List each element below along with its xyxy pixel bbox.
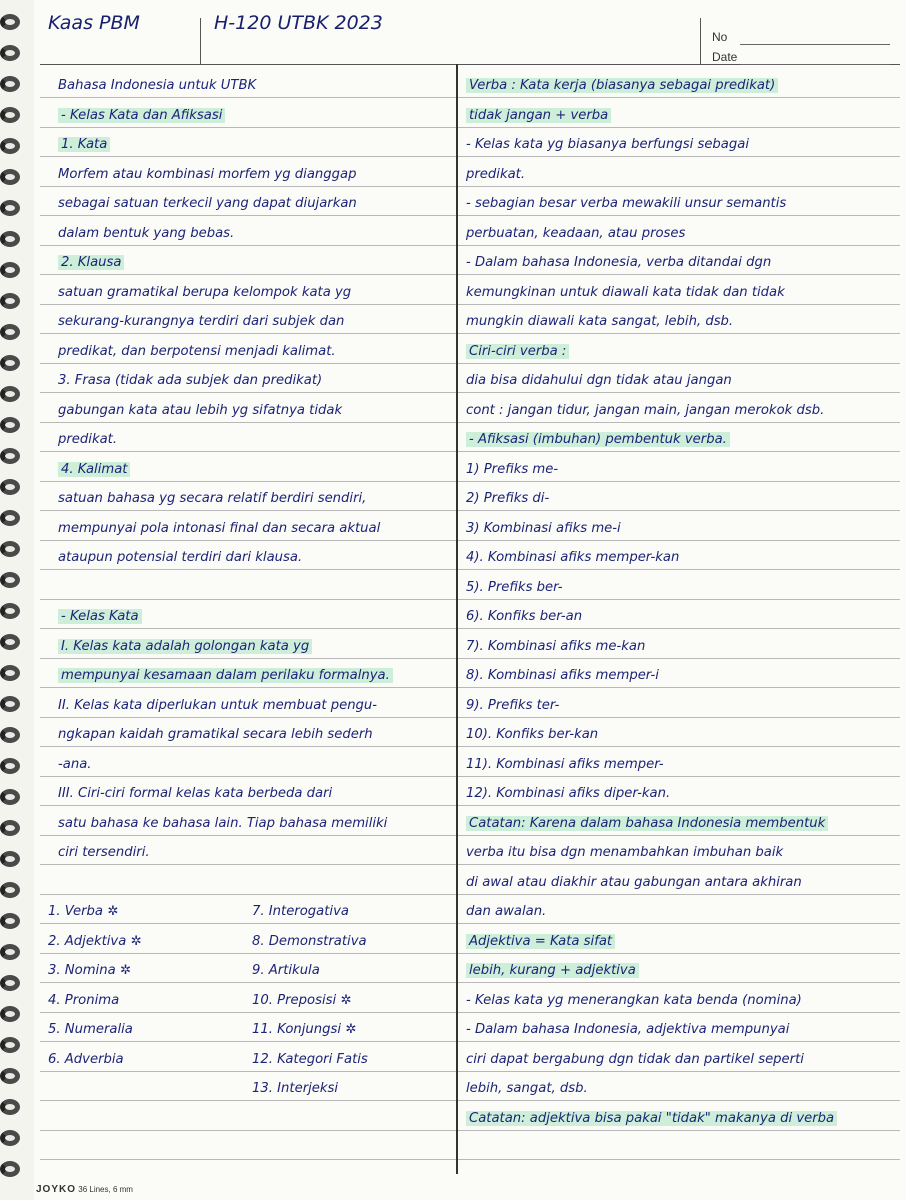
left-note-line bbox=[58, 639, 312, 655]
note-text: 1. Kata bbox=[58, 137, 110, 152]
note-text: ataupun potensial terdiri dari klausa. bbox=[58, 550, 303, 565]
left-note-line bbox=[58, 698, 377, 714]
page-header bbox=[40, 18, 900, 65]
ruled-line bbox=[40, 687, 900, 688]
ruled-line bbox=[40, 1012, 900, 1013]
ruled-line bbox=[40, 894, 900, 895]
note-text: perbuatan, keadaan, atau proses bbox=[466, 226, 686, 241]
right-note-line bbox=[466, 786, 670, 802]
left-note-line bbox=[58, 521, 380, 537]
left-note-line bbox=[58, 255, 124, 271]
spiral-ring bbox=[0, 510, 20, 526]
spiral-ring bbox=[0, 851, 20, 867]
left-note-line bbox=[58, 344, 336, 360]
note-text: cont : jangan tidur, jangan main, jangan merokok dsb. bbox=[466, 403, 825, 418]
ruled-line bbox=[40, 245, 900, 246]
note-text: tidak jangan + verba bbox=[466, 108, 611, 123]
note-text: 2. Klausa bbox=[58, 255, 124, 270]
note-text: Verba : Kata kerja (biasanya sebagai predikat) bbox=[466, 78, 778, 93]
spiral-ring bbox=[0, 634, 20, 650]
spiral-ring bbox=[0, 355, 20, 371]
right-note-line bbox=[466, 1052, 804, 1068]
ruled-line bbox=[40, 215, 900, 216]
ruled-line bbox=[40, 1041, 900, 1042]
ruled-line bbox=[40, 422, 900, 423]
note-text: - sebagian besar verba mewakili unsur semantis bbox=[466, 196, 787, 211]
right-note-line bbox=[466, 875, 802, 891]
ruled-line bbox=[40, 481, 900, 482]
ruled-line bbox=[40, 540, 900, 541]
note-text: Morfem atau kombinasi morfem yg dianggap bbox=[58, 167, 357, 182]
left-note-line bbox=[58, 78, 256, 94]
right-note-line bbox=[466, 521, 621, 537]
note-text: 2) Prefiks di- bbox=[466, 491, 550, 506]
note-text: lebih, sangat, dsb. bbox=[466, 1081, 588, 1096]
spiral-ring bbox=[0, 789, 20, 805]
left-note-line bbox=[58, 137, 110, 153]
note-text: - Kelas Kata bbox=[58, 609, 142, 624]
right-note-line bbox=[466, 344, 569, 360]
note-text: mempunyai pola intonasi final dan secara aktual bbox=[58, 521, 381, 536]
spiral-ring bbox=[0, 479, 20, 495]
spiral-ring bbox=[0, 820, 20, 836]
left-note-line bbox=[58, 462, 130, 478]
spiral-binding bbox=[0, 0, 34, 1200]
right-note-line bbox=[466, 845, 783, 861]
ruled-line bbox=[40, 510, 900, 511]
left-note-line bbox=[58, 609, 142, 625]
ruled-line bbox=[40, 156, 900, 157]
right-note-line bbox=[466, 285, 785, 301]
note-text: gabungan kata atau lebih yg sifatnya tidak bbox=[58, 403, 343, 418]
ruled-line bbox=[40, 97, 900, 98]
note-text: III. Ciri-ciri formal kelas kata berbeda dari bbox=[58, 786, 333, 801]
ruled-line bbox=[40, 333, 900, 334]
right-note-line bbox=[466, 226, 685, 242]
right-note-line bbox=[466, 196, 786, 212]
ruled-line bbox=[40, 746, 900, 747]
ruled-line bbox=[40, 776, 900, 777]
note-text: sekurang-kurangnya terdiri dari subjek dan bbox=[58, 314, 345, 329]
right-note-line bbox=[466, 993, 802, 1009]
note-text: - Kelas Kata dan Afiksasi bbox=[58, 108, 225, 123]
left-note-line bbox=[58, 196, 357, 212]
note-text: predikat. bbox=[58, 432, 118, 447]
ruled-line bbox=[40, 923, 900, 924]
right-note-line bbox=[466, 757, 664, 773]
spiral-ring bbox=[0, 1161, 20, 1177]
word-class-item: 13. Interjeksi bbox=[252, 1081, 339, 1096]
countdown-title: H-120 UTBK 2023 bbox=[214, 12, 383, 34]
left-note-line bbox=[58, 373, 322, 389]
right-note-line bbox=[466, 373, 732, 389]
note-text: Ciri-ciri verba : bbox=[466, 344, 569, 359]
spiral-ring bbox=[0, 231, 20, 247]
right-note-line bbox=[466, 963, 639, 979]
note-text: lebih, kurang + adjektiva bbox=[466, 963, 639, 978]
word-class-item: 11. Konjungsi ✲ bbox=[252, 1022, 357, 1037]
spiral-ring bbox=[0, 603, 20, 619]
left-note-line bbox=[58, 167, 356, 183]
spiral-ring bbox=[0, 1130, 20, 1146]
note-text: 4. Kalimat bbox=[58, 462, 130, 477]
left-note-line bbox=[58, 403, 342, 419]
notebook-footer bbox=[36, 1184, 133, 1195]
note-text: 3) Kombinasi afiks me-i bbox=[466, 521, 621, 536]
no-underline bbox=[740, 44, 890, 45]
spiral-ring bbox=[0, 386, 20, 402]
ruled-line bbox=[40, 864, 900, 865]
note-text: 1) Prefiks me- bbox=[466, 462, 559, 477]
note-text: - Kelas kata yg biasanya berfungsi sebagai bbox=[466, 137, 749, 152]
note-text: Adjektiva = Kata sifat bbox=[466, 934, 615, 949]
word-class-item: 8. Demonstrativa bbox=[252, 934, 367, 949]
note-text: verba itu bisa dgn menambahkan imbuhan baik bbox=[466, 845, 784, 860]
right-note-line bbox=[466, 1022, 789, 1038]
note-text: - Dalam bahasa Indonesia, verba ditandai dgn bbox=[466, 255, 772, 270]
note-text: kemungkinan untuk diawali kata tidak dan tidak bbox=[466, 285, 785, 300]
spiral-ring bbox=[0, 913, 20, 929]
ruled-line bbox=[40, 569, 900, 570]
left-note-line bbox=[58, 226, 234, 242]
ruled-line bbox=[40, 392, 900, 393]
date-label: Date bbox=[712, 50, 738, 64]
right-note-line bbox=[466, 462, 558, 478]
spiral-ring bbox=[0, 1037, 20, 1053]
ruled-line bbox=[40, 835, 900, 836]
spiral-ring bbox=[0, 975, 20, 991]
ruled-line bbox=[40, 451, 900, 452]
word-class-item: 5. Numeralia bbox=[48, 1022, 133, 1037]
ruled-line bbox=[40, 274, 900, 275]
note-text: mempunyai kesamaan dalam perilaku formalnya. bbox=[58, 668, 393, 683]
note-text: I. Kelas kata adalah golongan kata yg bbox=[58, 639, 312, 654]
no-label: No bbox=[712, 30, 728, 44]
spiral-ring bbox=[0, 696, 20, 712]
left-note-line bbox=[58, 550, 302, 566]
note-text: - Dalam bahasa Indonesia, adjektiva mempunyai bbox=[466, 1022, 790, 1037]
right-note-line bbox=[466, 167, 525, 183]
ruled-line bbox=[40, 717, 900, 718]
note-text: ciri dapat bergabung dgn tidak dan partikel seperti bbox=[466, 1052, 804, 1067]
note-text: 12). Kombinasi afiks diper-kan. bbox=[466, 786, 671, 801]
right-note-line bbox=[466, 314, 733, 330]
ruled-line bbox=[40, 953, 900, 954]
spiral-ring bbox=[0, 417, 20, 433]
note-text: satuan gramatikal berupa kelompok kata yg bbox=[58, 285, 352, 300]
right-note-line bbox=[466, 255, 771, 271]
note-text: 5). Prefiks ber- bbox=[466, 580, 563, 595]
ruled-line bbox=[40, 805, 900, 806]
spiral-ring bbox=[0, 1006, 20, 1022]
note-text: 8). Kombinasi afiks memper-i bbox=[466, 668, 659, 683]
ruled-line bbox=[40, 599, 900, 600]
spiral-ring bbox=[0, 572, 20, 588]
word-class-item: 9. Artikula bbox=[252, 963, 320, 978]
spiral-ring bbox=[0, 138, 20, 154]
word-class-item: 12. Kategori Fatis bbox=[252, 1052, 368, 1067]
word-class-item: 4. Pronima bbox=[48, 993, 120, 1008]
right-note-line bbox=[466, 491, 549, 507]
left-note-line bbox=[58, 786, 332, 802]
word-class-item: 2. Adjektiva ✲ bbox=[48, 934, 142, 949]
note-text: predikat. bbox=[466, 167, 526, 182]
spiral-ring bbox=[0, 1068, 20, 1084]
note-text: 11). Kombinasi afiks memper- bbox=[466, 757, 664, 772]
note-text: ciri tersendiri. bbox=[58, 845, 150, 860]
right-note-line bbox=[466, 403, 824, 419]
spiral-ring bbox=[0, 14, 20, 30]
ruled-line bbox=[40, 304, 900, 305]
note-text: Catatan: adjektiva bisa pakai "tidak" makanya di verba bbox=[466, 1111, 837, 1126]
ruled-line bbox=[40, 658, 900, 659]
ruled-line bbox=[40, 628, 900, 629]
right-note-line bbox=[466, 432, 730, 448]
ruled-line bbox=[40, 363, 900, 364]
left-note-line bbox=[58, 668, 393, 684]
spiral-ring bbox=[0, 665, 20, 681]
spiral-ring bbox=[0, 727, 20, 743]
note-text: Bahasa Indonesia untuk UTBK bbox=[58, 78, 257, 93]
column-divider bbox=[456, 64, 458, 1174]
note-text: 6). Konfiks ber-an bbox=[466, 609, 583, 624]
left-note-line bbox=[58, 757, 91, 773]
right-note-line bbox=[466, 1081, 588, 1097]
spiral-ring bbox=[0, 448, 20, 464]
left-note-line bbox=[58, 845, 150, 861]
spiral-ring bbox=[0, 169, 20, 185]
class-label: Kaas PBM bbox=[48, 12, 140, 34]
right-note-line bbox=[466, 698, 559, 714]
word-class-item: 6. Adverbia bbox=[48, 1052, 124, 1067]
spiral-ring bbox=[0, 541, 20, 557]
right-note-line bbox=[466, 816, 828, 832]
note-text: - Kelas kata yg menerangkan kata benda (nomina) bbox=[466, 993, 802, 1008]
note-text: -ana. bbox=[58, 757, 92, 772]
ruled-line bbox=[40, 186, 900, 187]
ruled-line bbox=[40, 982, 900, 983]
note-text: - Afiksasi (imbuhan) pembentuk verba. bbox=[466, 432, 730, 447]
right-note-line bbox=[466, 727, 598, 743]
note-text: sebagai satuan terkecil yang dapat diujarkan bbox=[58, 196, 357, 211]
spiral-ring bbox=[0, 107, 20, 123]
spiral-ring bbox=[0, 262, 20, 278]
note-text: di awal atau diakhir atau gabungan antara akhiran bbox=[466, 875, 802, 890]
note-text: mungkin diawali kata sangat, lebih, dsb. bbox=[466, 314, 734, 329]
left-note-line bbox=[58, 432, 117, 448]
right-note-line bbox=[466, 609, 582, 625]
note-text: II. Kelas kata diperlukan untuk membuat pengu- bbox=[58, 698, 378, 713]
ruled-line bbox=[40, 1159, 900, 1160]
left-note-line bbox=[58, 285, 351, 301]
ruled-line bbox=[40, 1071, 900, 1072]
right-note-line bbox=[466, 639, 645, 655]
word-class-item: 7. Interogativa bbox=[252, 904, 349, 919]
left-note-line bbox=[58, 816, 387, 832]
brand-logo: JOYKO bbox=[36, 1184, 77, 1195]
spiral-ring bbox=[0, 944, 20, 960]
note-text: 3. Frasa (tidak ada subjek dan predikat) bbox=[58, 373, 323, 388]
note-text: satuan bahasa yg secara relatif berdiri sendiri, bbox=[58, 491, 367, 506]
word-class-item: 1. Verba ✲ bbox=[48, 904, 119, 919]
spiral-ring bbox=[0, 293, 20, 309]
note-text: 7). Kombinasi afiks me-kan bbox=[466, 639, 646, 654]
date-underline bbox=[740, 64, 890, 65]
spiral-ring bbox=[0, 45, 20, 61]
note-text: dalam bentuk yang bebas. bbox=[58, 226, 235, 241]
ruled-line bbox=[40, 1130, 900, 1131]
right-note-line bbox=[466, 137, 749, 153]
left-note-line bbox=[58, 727, 373, 743]
word-class-item: 3. Nomina ✲ bbox=[48, 963, 131, 978]
note-text: dia bisa didahului dgn tidak atau jangan bbox=[466, 373, 732, 388]
spiral-ring bbox=[0, 758, 20, 774]
note-text: dan awalan. bbox=[466, 904, 547, 919]
paper-spec: 36 Lines, 6 mm bbox=[78, 1185, 133, 1194]
word-class-item: 10. Preposisi ✲ bbox=[252, 993, 352, 1008]
right-note-line bbox=[466, 108, 611, 124]
note-text: predikat, dan berpotensi menjadi kalimat. bbox=[58, 344, 336, 359]
right-note-line bbox=[466, 668, 659, 684]
right-note-line bbox=[466, 934, 615, 950]
left-note-line bbox=[58, 314, 344, 330]
spiral-ring bbox=[0, 882, 20, 898]
note-text: 10). Konfiks ber-kan bbox=[466, 727, 599, 742]
left-note-line bbox=[58, 108, 225, 124]
note-text: satu bahasa ke bahasa lain. Tiap bahasa memiliki bbox=[58, 816, 388, 831]
ruled-line bbox=[40, 1100, 900, 1101]
right-note-line bbox=[466, 78, 778, 94]
note-text: Catatan: Karena dalam bahasa Indonesia membentuk bbox=[466, 816, 828, 831]
right-note-line bbox=[466, 1111, 837, 1127]
note-text: ngkapan kaidah gramatikal secara lebih sederh bbox=[58, 727, 373, 742]
right-note-line bbox=[466, 550, 679, 566]
spiral-ring bbox=[0, 324, 20, 340]
spiral-ring bbox=[0, 76, 20, 92]
spiral-ring bbox=[0, 200, 20, 216]
note-text: 9). Prefiks ter- bbox=[466, 698, 560, 713]
spiral-ring bbox=[0, 1099, 20, 1115]
ruled-line bbox=[40, 127, 900, 128]
right-note-line bbox=[466, 580, 563, 596]
right-note-line bbox=[466, 904, 546, 920]
left-note-line bbox=[58, 491, 366, 507]
note-text: 4). Kombinasi afiks memper-kan bbox=[466, 550, 680, 565]
